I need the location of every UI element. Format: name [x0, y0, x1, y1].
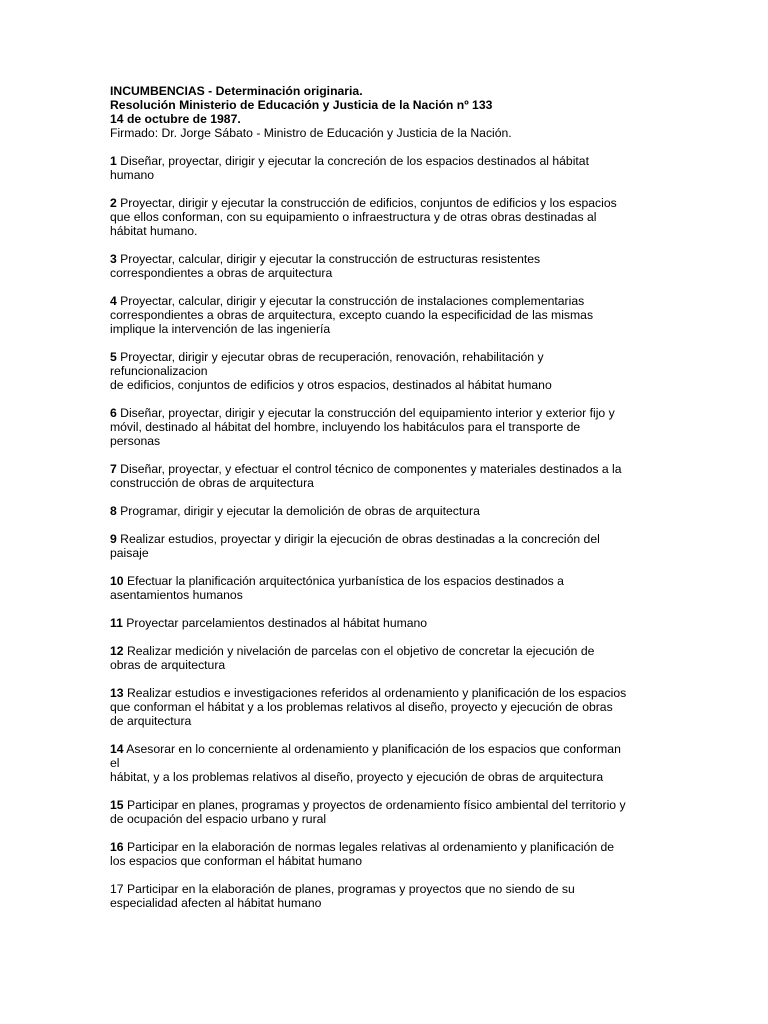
item-text: hábitat humano.: [110, 224, 198, 238]
item-line: [110, 700, 670, 714]
document-header: [110, 84, 670, 140]
item-line: [110, 252, 670, 266]
list-item: [110, 742, 670, 784]
item-text: paisaje: [110, 546, 149, 560]
item-text: Realizar estudios e investigaciones referidos al ordenamiento y planificación de los espacios: [126, 686, 627, 700]
item-line: [110, 266, 670, 280]
item-text: de ocupación del espacio urbano y rural: [110, 812, 327, 826]
item-text: los espacios que conforman el hábitat humano: [110, 854, 363, 868]
item-number: 4: [110, 294, 117, 308]
list-item: [110, 154, 670, 182]
list-item: [110, 644, 670, 672]
item-number: 15: [110, 798, 124, 812]
item-line: [110, 854, 670, 868]
item-text: Participar en la elaboración de planes, programas y proyectos que no siendo de su: [126, 882, 575, 896]
item-line: [110, 658, 670, 672]
item-text: Realizar medición y nivelación de parcelas con el objetivo de concretar la ejecución de: [126, 644, 595, 658]
list-item: [110, 406, 670, 448]
item-text: correspondientes a obras de arquitectura: [110, 266, 333, 280]
item-number: 7: [110, 462, 117, 476]
item-text: obras de arquitectura: [110, 658, 226, 672]
item-number: 10: [110, 574, 124, 588]
item-text: Diseñar, proyectar, dirigir y ejecutar la concreción de los espacios destinados al hábitat: [120, 154, 589, 168]
item-text: el: [110, 756, 120, 770]
item-line: [110, 196, 670, 210]
item-line: [110, 714, 670, 728]
item-text: humano: [110, 168, 155, 182]
item-line: [110, 546, 670, 560]
document-page: [110, 84, 670, 924]
item-line: [110, 644, 670, 658]
list-item: [110, 686, 670, 728]
list-item: [110, 252, 670, 280]
item-line: [110, 742, 670, 756]
item-line: [110, 616, 670, 630]
item-line: [110, 378, 670, 392]
item-line: [110, 308, 670, 322]
item-line: [110, 812, 670, 826]
item-line: [110, 504, 670, 518]
item-line: [110, 420, 670, 434]
item-text: Participar en planes, programas y proyectos de ordenamiento físico ambiental del territorio y: [126, 798, 626, 812]
item-text: correspondientes a obras de arquitectura, excepto cuando la especificidad de las mismas: [110, 308, 594, 322]
item-line: [110, 840, 670, 854]
item-line: [110, 322, 670, 336]
item-text: Proyectar, calcular, dirigir y ejecutar la construcción de instalaciones complementarias: [120, 294, 585, 308]
item-line: [110, 896, 670, 910]
list-item: [110, 532, 670, 560]
item-line: [110, 224, 670, 238]
item-text: Participar en la elaboración de normas legales relativas al ordenamiento y planificación de: [126, 840, 615, 854]
item-line: [110, 154, 670, 168]
item-text: Realizar estudios, proyectar y dirigir la ejecución de obras destinadas a la concreción del: [120, 532, 600, 546]
item-number: 8: [110, 504, 117, 518]
item-line: [110, 756, 670, 770]
item-number: 6: [110, 406, 117, 420]
item-text: móvil, destinado al hábitat del hombre, incluyendo los habitáculos para el transporte de: [110, 420, 581, 434]
item-line: [110, 210, 670, 224]
item-number: 1: [110, 154, 117, 168]
item-text: implique la intervención de las ingeniería: [110, 322, 331, 336]
item-line: [110, 686, 670, 700]
date-line: 14 de octubre de 1987.: [110, 112, 241, 126]
item-number: 14: [110, 742, 124, 756]
item-text: que conforman el hábitat y a los problemas relativos al diseño, proyecto y ejecución de obras: [110, 700, 613, 714]
item-number: 9: [110, 532, 117, 546]
list-item: [110, 840, 670, 868]
item-line: [110, 770, 670, 784]
item-line: [110, 434, 670, 448]
item-line: [110, 168, 670, 182]
item-text: Proyectar, dirigir y ejecutar obras de recuperación, renovación, rehabilitación y: [120, 350, 544, 364]
item-number: 16: [110, 840, 124, 854]
item-number: 12: [110, 644, 124, 658]
item-line: [110, 882, 670, 896]
item-line: [110, 364, 670, 378]
item-line: [110, 462, 670, 476]
item-text: especialidad afecten al hábitat humano: [110, 896, 322, 910]
item-number: 17: [110, 882, 124, 896]
item-text: Diseñar, proyectar, y efectuar el control técnico de componentes y materiales destinados a la: [120, 462, 622, 476]
item-text: Efectuar la planificación arquitectónica yurbanística de los espacios destinados a: [126, 574, 564, 588]
list-item: [110, 882, 670, 910]
list-item: [110, 350, 670, 392]
item-number: 3: [110, 252, 117, 266]
item-text: asentamientos humanos: [110, 588, 243, 602]
item-text: de edificios, conjuntos de edificios y otros espacios, destinados al hábitat humano: [110, 378, 552, 392]
item-line: [110, 574, 670, 588]
item-line: [110, 294, 670, 308]
item-text: Asesorar en lo concerniente al ordenamiento y planificación de los espacios que conforman: [126, 742, 621, 756]
item-line: [110, 476, 670, 490]
item-text: refuncionalizacion: [110, 364, 208, 378]
list-item: [110, 798, 670, 826]
list-item: [110, 574, 670, 602]
signed-line: Firmado: Dr. Jorge Sábato - Ministro de Educación y Justicia de la Nación.: [110, 126, 512, 140]
item-text: Diseñar, proyectar, dirigir y ejecutar la construcción del equipamiento interior y exterior fijo y: [120, 406, 615, 420]
item-text: Proyectar parcelamientos destinados al hábitat humano: [126, 616, 428, 630]
resolution-line: Resolución Ministerio de Educación y Justicia de la Nación nº 133: [110, 98, 493, 112]
item-number: 13: [110, 686, 124, 700]
item-number: 2: [110, 196, 117, 210]
item-number: 5: [110, 350, 117, 364]
item-text: personas: [110, 434, 161, 448]
list-item: [110, 504, 670, 518]
item-line: [110, 406, 670, 420]
item-text: hábitat, y a los problemas relativos al diseño, proyecto y ejecución de obras de arquitectura: [110, 770, 604, 784]
list-item: [110, 616, 670, 630]
item-text: Proyectar, calcular, dirigir y ejecutar la construcción de estructuras resistentes: [120, 252, 541, 266]
list-item: [110, 462, 670, 490]
item-line: [110, 588, 670, 602]
list-item: [110, 294, 670, 336]
item-text: de arquitectura: [110, 714, 192, 728]
item-line: [110, 350, 670, 364]
item-text: construcción de obras de arquitectura: [110, 476, 314, 490]
document-title: INCUMBENCIAS - Determinación originaria.: [110, 84, 363, 98]
item-text: que ellos conforman, con su equipamiento o infraestructura y de otras obras destinadas al: [110, 210, 597, 224]
item-line: [110, 532, 670, 546]
list-item: [110, 196, 670, 238]
item-line: [110, 798, 670, 812]
incumbencias-list: [110, 154, 670, 910]
item-text: Programar, dirigir y ejecutar la demolición de obras de arquitectura: [120, 504, 480, 518]
item-number: 11: [110, 616, 123, 630]
item-text: Proyectar, dirigir y ejecutar la construcción de edificios, conjuntos de edificios y los espacios: [120, 196, 617, 210]
